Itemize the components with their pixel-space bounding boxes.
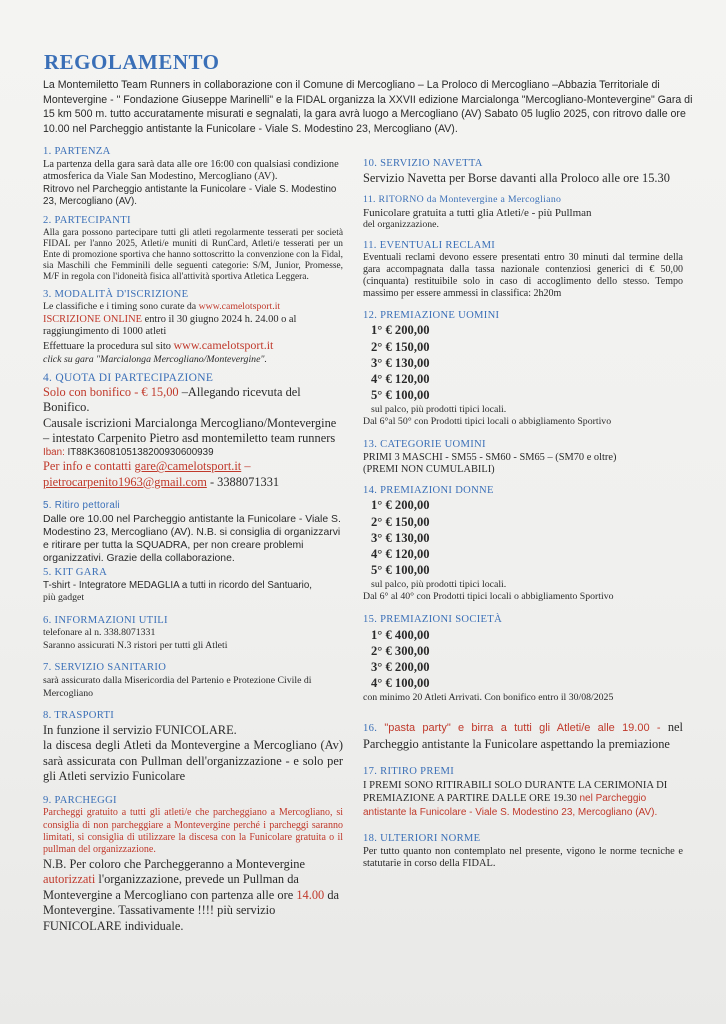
section-premiazioni-societa	[363, 614, 683, 704]
section-pasta-party	[363, 720, 683, 752]
section-partecipanti	[43, 215, 343, 283]
section-partenza	[43, 146, 343, 209]
section-text: Funicolare gratuita a tutti glia Atleti/e - più Pullman	[363, 206, 592, 219]
section-text: Saranno assicurati N.3 ristori per tutti gli Atleti	[43, 639, 228, 651]
highlight-text: autorizzati	[43, 872, 96, 887]
section-text: Dal 6° al 40° con Prodotti tipici locali o abbigliamento Sportivo	[363, 591, 614, 603]
email-link[interactable]: gare@camelotsport.it	[134, 459, 242, 474]
section-heading: 6. INFORMAZIONI UTILI	[43, 614, 168, 626]
section-text: In funzione il servizio FUNICOLARE.	[43, 722, 237, 737]
section-heading: 14. PREMIAZIONI DONNE	[363, 484, 494, 496]
section-heading: 5. KIT GARA	[43, 566, 108, 578]
section-text: telefonare al n. 338.8071331	[43, 627, 156, 639]
section-text: da Montevergine. Tassativamente !!!! più servizio FUNICOLARE individuale.	[43, 887, 340, 933]
section-heading: 18. ULTERIORI NORME	[363, 833, 481, 845]
prize-row: 3° € 130,00	[371, 355, 430, 370]
prize-row: 2° € 300,00	[371, 643, 430, 658]
section-text: la discesa degli Atleti da Montevergine a Mercogliano (Av) sarà assicurata con Pullman dell'organizzazione - e solo per gli Atleti servizio Funicolare	[43, 738, 343, 784]
section-heading: 17. RITIRO PREMI	[363, 766, 455, 778]
prize-row: 1° € 400,00	[371, 627, 430, 642]
section-text: Per info e contatti	[43, 459, 135, 474]
section-text: Per tutto quanto non contemplato nel presente, vigono le norme tecniche e statutarie in corso della FIDAL.	[363, 845, 683, 870]
right-column	[363, 158, 683, 877]
section-reclami	[363, 240, 683, 300]
section-text: Dalle ore 10.00 nel Parcheggio antistante la Funicolare - Viale S. Modestino 23, Mercogliano (AV). N.B. si consiglia di organizzarvi e ritirare per tutta la SQUADRA, per non creare problemi organizzativi. Grazie della collaborazione.	[43, 513, 341, 564]
section-text: Servizio Navetta per Borse davanti alla Proloco alle ore 15.30	[363, 170, 670, 185]
section-text: Causale iscrizioni Marcialonga Mercogliano/Montevergine – intestato Carpenito Pietro asd montemiletto team runners	[43, 415, 337, 446]
section-text: Parcheggi gratuito a tutti gli atleti/e che parcheggiano a Mercogliano, si consiglia di non parcheggiare a Montevergine perché i parcheggi saranno limitati, si consiglia di utilizzare la discesa con la Funicolare gratuita o il pullman del organizzazione.	[43, 807, 343, 856]
email-link[interactable]: pietrocarpenito1963@gmail.com	[43, 474, 207, 489]
section-ritiro-pettorali	[43, 500, 343, 565]
phone-number: - 3388071331	[206, 474, 280, 489]
section-heading: 12. PREMIAZIONE UOMINI	[363, 309, 500, 321]
section-text: del organizzazione.	[363, 219, 439, 231]
section-text: Eventuali reclami devono essere presentati entro 30 minuti dal termine della gara accompagnata dalla tassa nazionale contenziosi generici di € 50,00 (cinquanta) restituibile solo in caso di accoglimento dello stesso. Tempo massimo per essere ammessi in classifica: 2h20m	[363, 252, 683, 299]
website-link[interactable]: www.camelotsport.it	[198, 301, 281, 313]
section-text: N.B. Per coloro che Parcheggeranno a Montevergine	[43, 856, 305, 871]
section-text: click su gara "Marcialonga Mercogliano/Montevergine".	[43, 353, 267, 365]
section-trasporti	[43, 710, 343, 785]
section-text: Le classifiche e i timing sono curate da	[43, 301, 199, 313]
section-text: Ritrovo nel Parcheggio antistante la Funicolare - Viale S. Modestino 23, Mercogliano (AV).	[43, 183, 337, 208]
iban-value: IT88K3608105138200930600939	[67, 446, 214, 458]
section-ritiro-premi	[363, 766, 683, 819]
prize-row: 3° € 200,00	[371, 660, 430, 675]
section-text: PRIMI 3 MASCHI - SM55 - SM60 - SM65 – (SM70 e oltre)	[363, 451, 617, 463]
section-text: sul palco, più prodotti tipici locali.	[371, 578, 507, 590]
highlight-text: nel Parcheggio antistante la Funicolare - Viale S. Modestino 23, Mercogliano (AV).	[363, 793, 658, 818]
fee-text: Solo con bonifico - € 15,00	[43, 384, 179, 399]
section-text: l'organizzazione, prevede un Pullman da Montevergine a Mercogliano con partenza alle ore	[43, 872, 299, 902]
section-heading: 1. PARTENZA	[43, 146, 111, 157]
section-kit-gara	[43, 567, 343, 605]
prize-row: 5° € 100,00	[371, 388, 430, 403]
section-heading: 4. QUOTA DI PARTECIPAZIONE	[43, 372, 214, 385]
section-ritorno	[363, 194, 683, 232]
website-link[interactable]: www.camelotsport.it	[173, 337, 274, 352]
section-heading: 5. Ritiro pettorali	[43, 500, 121, 512]
section-text: Effettuare la procedura sul sito	[43, 340, 174, 352]
prize-row: 2° € 150,00	[371, 514, 430, 529]
prize-row: 5° € 100,00	[371, 563, 430, 578]
prize-row: 1° € 200,00	[371, 323, 430, 338]
online-registration-label: ISCRIZIONE ONLINE	[43, 313, 142, 325]
section-heading: 9. PARCHEGGI	[43, 794, 117, 806]
left-column	[43, 146, 343, 940]
intro-paragraph: La Montemiletto Team Runners in collaborazione con il Comune di Mercogliano – La Proloco di Mercogliano –Abbazia Territoriale di Montevergine - " Fondazione Giuseppe Marinelli" e la FIDAL organizza la XXVII edizione Marcialonga "Mercogliano-Montevergine" Gara di 15 km 500 m. tutto accuratamente misurati e segnalati, la gara avrà luogo a Mercogliano (AV) Sabato 05 luglio 2025, con ritrovo dalle ore 10.00 nel Parcheggio antistante la Funicolare - Viale S. Modestino 23, Mercogliano (AV).	[43, 79, 693, 135]
section-heading: 2. PARTECIPANTI	[43, 214, 131, 226]
section-heading: 16.	[363, 723, 385, 735]
section-text: più gadget	[43, 592, 85, 604]
section-categorie	[363, 439, 683, 477]
section-heading: 11. RITORNO da Montevergine a Mercogliano	[363, 194, 562, 206]
section-parcheggi	[43, 795, 343, 934]
section-informazioni	[43, 615, 343, 653]
section-sanitario	[43, 662, 343, 700]
section-premiazioni-donne	[363, 485, 683, 604]
section-text: entro il 30 giugno 2024 h. 24.00 o al raggiungimento di 1000 atleti	[43, 313, 297, 338]
section-navetta	[363, 158, 683, 186]
section-ulteriori-norme	[363, 833, 683, 871]
prize-row: 4° € 120,00	[371, 547, 430, 562]
section-text: sul palco, più prodotti tipici locali.	[371, 403, 507, 415]
prize-row: 2° € 150,00	[371, 339, 430, 354]
section-heading: 10. SERVIZIO NAVETTA	[363, 158, 483, 169]
section-text: Dal 6°al 50° con Prodotti tipici locali o abbigliamento Sportivo	[363, 416, 612, 428]
prize-row: 1° € 200,00	[371, 498, 430, 513]
section-heading: 3. MODALITÀ D'ISCRIZIONE	[43, 288, 189, 300]
section-text: con minimo 20 Atleti Arrivati. Con bonifico entro il 30/08/2025	[363, 691, 614, 703]
section-heading: 15. PREMIAZIONI SOCIETÀ	[363, 613, 503, 625]
section-text: sarà assicurato dalla Misericordia del Partenio e Protezione Civile di Mercogliano	[43, 675, 312, 699]
section-text: I PREMI SONO RITIRABILI SOLO DURANTE LA CERIMONIA DI PREMIAZIONE A PARTIRE DALLE ORE 19.30	[363, 779, 668, 805]
section-text: La partenza della gara sarà data alle ore 16:00 con qualsiasi condizione atmosferica da Viale San Modestino, Mercogliano (AV).	[43, 158, 339, 183]
page-title: REGOLAMENTO	[44, 50, 220, 74]
prize-row: 3° € 130,00	[371, 530, 430, 545]
section-quota: 4. QUOTA DI PARTECIPAZIONE Solo con bonifico - € 15,00 –Allegando ricevuta del Bonifico. Causale iscrizioni Marcialonga Mercogliano/Montevergine – intestato Carpenito Pietro asd montemiletto team runners Iban: IT88K3608105138200930600939 Per info e contatti gare@camelotsport.it – pietrocarpenito1963@gmail.com - 3388071331	[43, 372, 343, 490]
section-heading: 8. TRASPORTI	[43, 710, 115, 722]
section-text: –Allegando ricevuta del Bonifico.	[43, 384, 301, 415]
highlight-time: 14.00	[296, 887, 325, 902]
highlight-text: "pasta party" e birra a tutti gli Atleti/e alle 19.00 -	[384, 722, 661, 735]
prize-row: 4° € 100,00	[371, 676, 430, 691]
section-text: T-shirt - Integratore MEDAGLIA a tutti in ricordo del Santuario,	[43, 579, 312, 591]
section-premiazione-uomini	[363, 310, 683, 429]
section-text: (PREMI NON CUMULABILI)	[363, 464, 495, 476]
section-text: Alla gara possono partecipare tutti gli atleti regolarmente tesserati per società FIDAL per l'anno 2025, Atleti/e muniti di RunCard, Atleti/e tesserati per un Ente di promozione sportiva che hanno sottoscritto la convenzione con la Fidal, sia Maschili che Femminili delle seguenti categorie: S/M, Junior, Promesse, M/F in regola con l'idoneità fisica all'attività sportiva Atletica Leggera.	[43, 227, 343, 282]
section-iscrizione	[43, 289, 343, 367]
section-heading: 11. EVENTUALI RECLAMI	[363, 239, 496, 251]
section-heading: 13. CATEGORIE UOMINI	[363, 438, 486, 450]
section-text: nel Parcheggio antistante la Funicolare aspettando la premiazione	[363, 720, 683, 751]
iban-label: Iban:	[43, 446, 68, 458]
section-heading: 7. SERVIZIO SANITARIO	[43, 662, 167, 674]
prize-row: 4° € 120,00	[371, 372, 430, 387]
